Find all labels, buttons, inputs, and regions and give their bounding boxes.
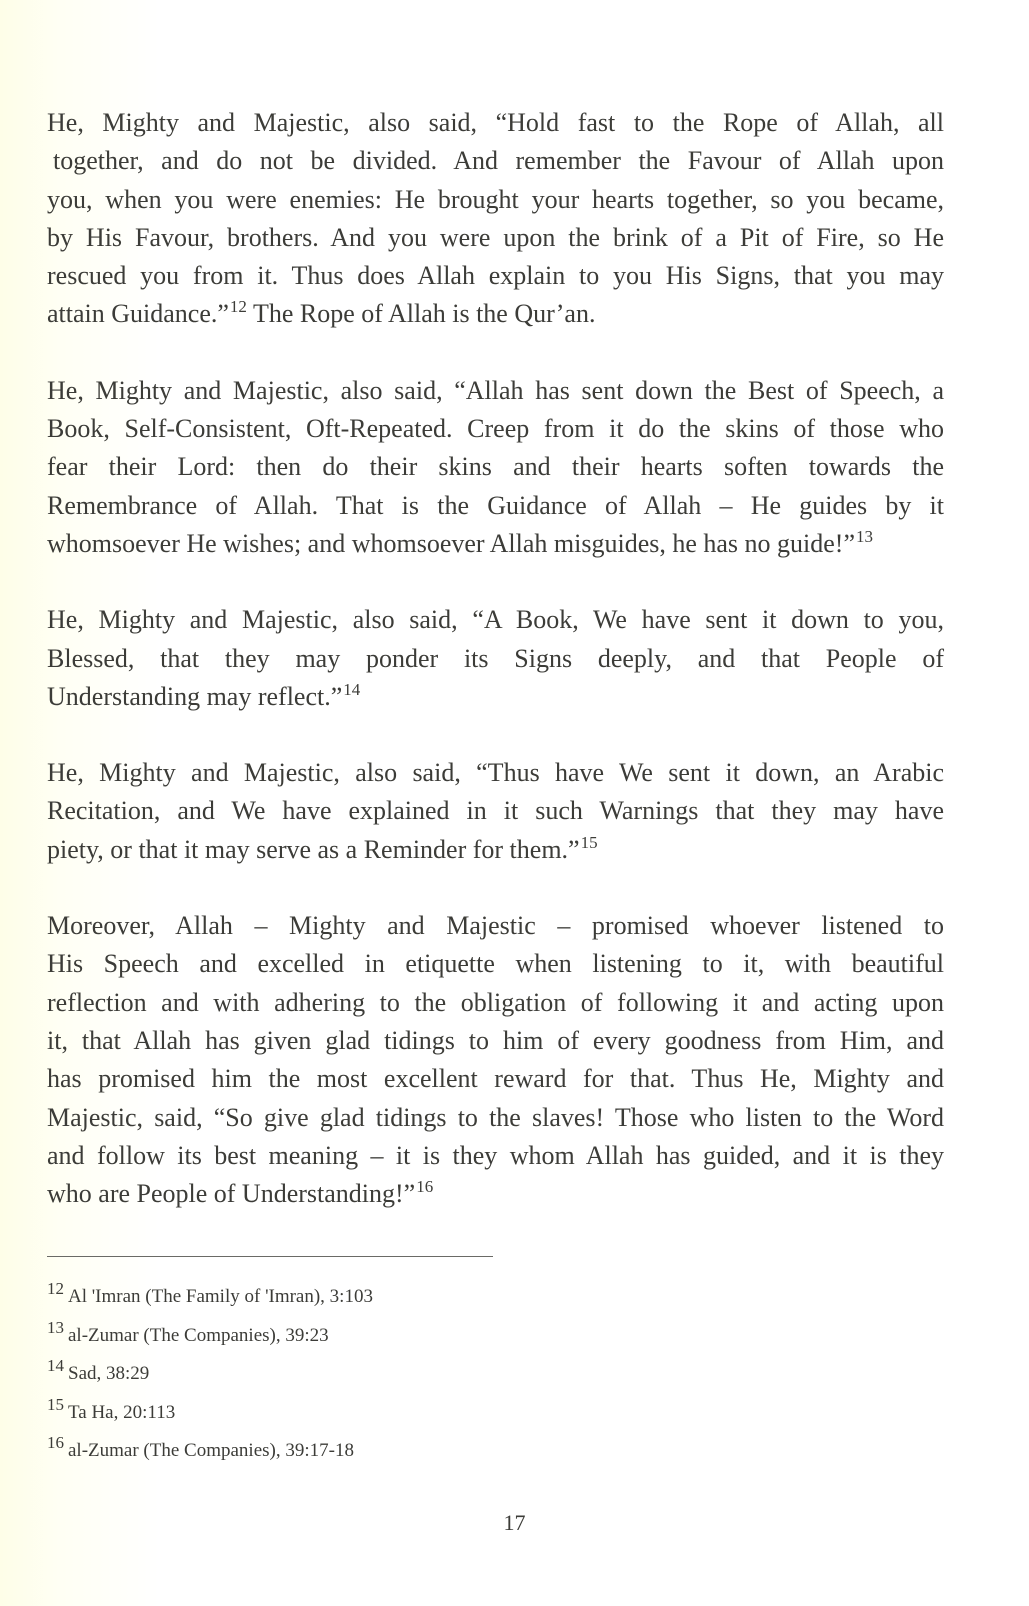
page-body [47,104,944,1251]
text-line: has promised him the most excellent reward for that. Thus He, Mighty and [47,1064,944,1094]
text-line: He, Mighty and Majestic, also said, “Thus have We sent it down, an Arabic [47,758,944,788]
footnote-text: al-Zumar (The Companies), 39:17-18 [68,1440,354,1461]
text-line: Recitation, and We have explained in it such Warnings that they may have [47,796,944,826]
footnotes-list [47,1278,373,1471]
footnote-text: Sad, 38:29 [68,1363,150,1384]
text-line: by His Favour, brothers. And you were upon the brink of a Pit of Fire, so He [47,222,944,252]
text-segment: Understanding may reflect.” [47,681,343,711]
text-line: reflection and with adhering to the obligation of following it and acting upon [47,987,944,1017]
footnote-item [47,1394,373,1433]
footnote-item [47,1278,373,1317]
text-segment: whomsoever He wishes; and whomsoever Allah misguides, he has no guide!” [47,528,856,558]
text-line: Book, Self-Consistent, Oft-Repeated. Creep from it do the skins of those who [47,414,944,444]
text-line: He, Mighty and Majestic, also said, “Allah has sent down the Best of Speech, a [47,375,944,405]
footnote-reference[interactable]: 13 [856,526,874,546]
text-line: He, Mighty and Majestic, also said, “A Book, We have sent it down to you, [47,605,944,635]
text-line: He, Mighty and Majestic, also said, “Hold fast to the Rope of Allah, all [47,108,944,137]
text-line: you, when you were enemies: He brought your hearts together, so you became, [47,184,944,214]
footnote-divider [47,1256,493,1257]
text-segment: The Rope of Allah is the Qur’an. [246,299,596,329]
paragraph-best-of-speech [47,372,944,563]
footnote-number: 12 [47,1279,64,1298]
paragraph-arabic-recitation [47,754,944,869]
text-segment: who are People of Understanding!” [47,1179,416,1209]
footnote-number: 15 [47,1394,64,1414]
footnote-item [47,1432,373,1471]
text-line: and follow its best meaning – it is they whom Allah has guided, and it is they [47,1140,944,1170]
footnote-item [47,1355,373,1394]
footnote-number: 14 [47,1356,64,1375]
text-line: fear their Lord: then do their skins and their hearts soften towards the [47,452,944,482]
text-line: Majestic, said, “So give glad tidings to the slaves! Those who listen to the Word [47,1102,944,1132]
footnote-text: Ta Ha, 20:113 [68,1401,176,1423]
footnote-reference[interactable]: 15 [580,832,598,852]
text-line: Blessed, that they may ponder its Signs deeply, and that People of [47,643,944,673]
footnote-reference[interactable]: 14 [343,679,361,699]
text-line [47,831,944,869]
paragraph-rope-of-allah [47,104,944,334]
text-line [47,295,944,333]
text-line: rescued you from it. Thus does Allah explain to you His Signs, that you may [47,261,944,291]
footnote-text: Al 'Imran (The Family of 'Imran), 3:103 [68,1286,373,1307]
footnote-text: al-Zumar (The Companies), 39:23 [68,1324,329,1346]
footnote-number: 13 [47,1317,64,1337]
footnote-reference[interactable]: 12 [229,297,247,317]
footnote-reference[interactable]: 16 [416,1177,434,1197]
text-segment: piety, or that it may serve as a Reminder for them.” [47,834,580,864]
paragraph-blessed-book [47,601,944,716]
text-line: Moreover, Allah – Mighty and Majestic – promised whoever listened to [47,911,944,941]
text-segment: attain Guidance.” [47,299,229,329]
paragraph-glad-tidings [47,907,944,1213]
text-line: together, and do not be divided. And remember the Favour of Allah upon [53,146,944,176]
text-line: Remembrance of Allah. That is the Guidance of Allah – He guides by it [47,490,944,520]
text-line [47,525,944,563]
text-line [47,1175,944,1213]
footnote-item [47,1317,373,1356]
page-number: 17 [503,1510,526,1535]
text-line [47,678,944,716]
text-line: His Speech and excelled in etiquette when listening to it, with beautiful [47,949,944,979]
footnote-number: 16 [47,1433,64,1452]
text-line: it, that Allah has given glad tidings to him of every goodness from Him, and [47,1025,944,1055]
